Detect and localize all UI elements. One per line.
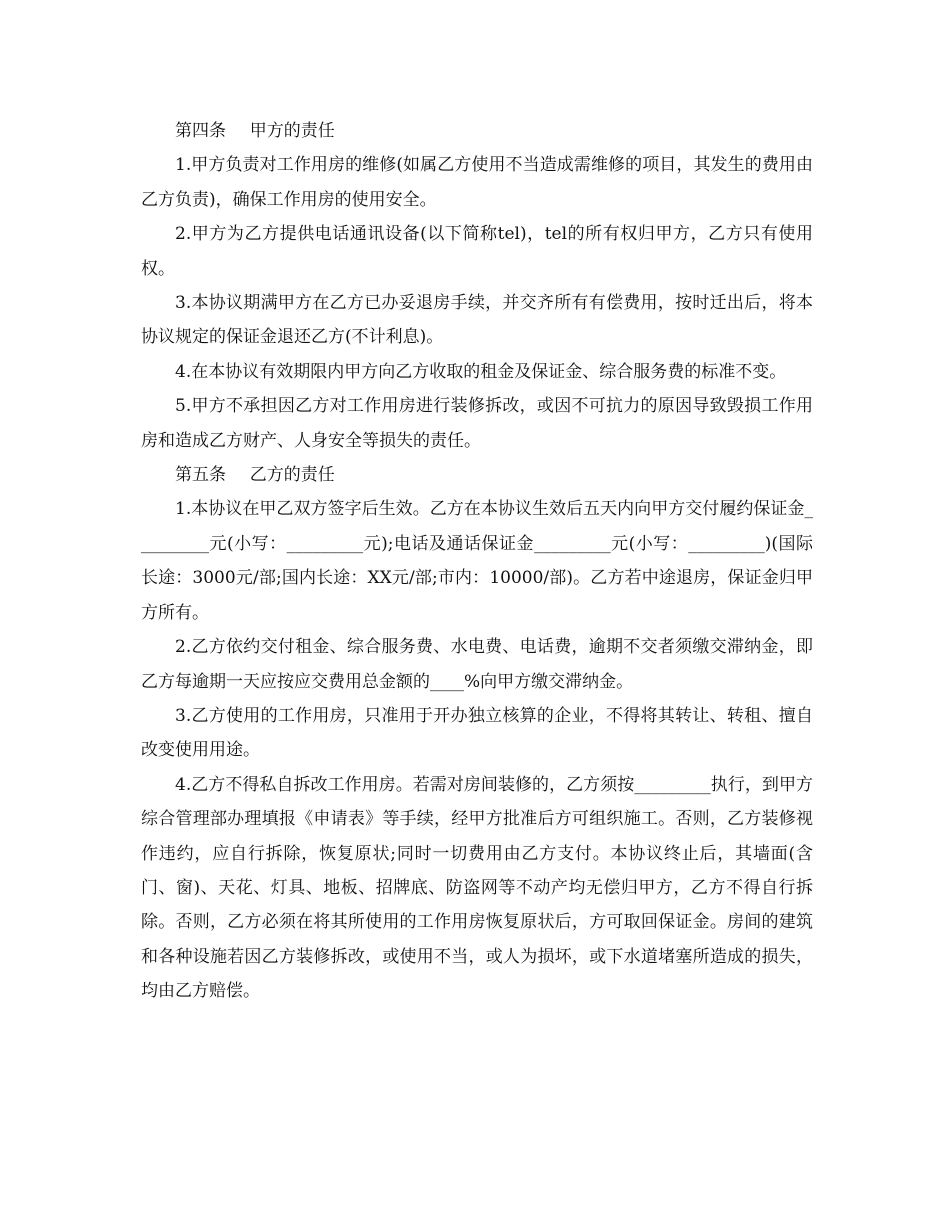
article-4-heading	[141, 114, 813, 148]
article-4-number: 第四条	[175, 121, 226, 141]
article-5-number: 第五条	[175, 465, 226, 486]
article-5-heading	[141, 458, 813, 492]
article-4-title: 甲方的责任	[249, 121, 335, 141]
article-4-clause-5: 5.甲方不承担因乙方对工作用房进行装修拆改，或因不可抗力的原因导致毁损工作用房和造成乙方财产、人身安全等损失的责任。	[141, 396, 813, 451]
article-5-clause-3: 3.乙方使用的工作用房，只准用于开办独立核算的企业，不得将其转让、转租、擅自改变使用用途。	[141, 705, 813, 761]
document-page	[141, 114, 813, 1009]
article-5-clause-4: 4.乙方不得私自拆改工作用房。若需对房间装修的，乙方须按_________执行，到甲方综合管理部办理填报《申请表》等手续，经甲方批准后方可组织施工。否则，乙方装修视作违约，应自行拆除，恢复原状;同时一切费用由乙方支付。本协议终止后，其墙面(含门、窗)、天花、灯具、地板、招牌底、防盗网等不动产均无偿归甲方，乙方不得自行拆除。否则，乙方必须在将其所使用的工作用房恢复原状后，方可取回保证金。房间的建筑和各种设施若因乙方装修拆改，或使用不当，或人为损坏，或下水道堵塞所造成的损失，均由乙方赔偿。	[141, 774, 813, 1002]
article-4-clause-2: 2.甲方为乙方提供电话通讯设备(以下简称tel)，tel的所有权归甲方，乙方只有使用权。	[141, 224, 813, 279]
article-4-clause-3: 3.本协议期满甲方在乙方已办妥退房手续，并交齐所有有偿费用，按时迁出后，将本协议规定的保证金退还乙方(不计利息)。	[141, 293, 813, 348]
article-4-clause-1: 1.甲方负责对工作用房的维修(如属乙方使用不当造成需维修的项目，其发生的费用由乙方负责)，确保工作用房的使用安全。	[141, 155, 813, 210]
article-5-clause-1: 1.本协议在甲乙双方签字后生效。乙方在本协议生效后五天内向甲方交付履约保证金_________元(小写：_________元);电话及通话保证金_________元(小写：_________)(国际长途：3000元/部;国内长途：XX元/部;市内：10000/部)。乙方若中途退房，保证金归甲方所有。	[141, 499, 813, 623]
article-4-clause-4: 4.在本协议有效期限内甲方向乙方收取的租金及保证金、综合服务费的标准不变。	[175, 361, 787, 382]
article-5-clause-2: 2.乙方依约交付租金、综合服务费、水电费、电话费，逾期不交者须缴交滞纳金，即乙方每逾期一天应按应交费用总金额的____%向甲方缴交滞纳金。	[141, 637, 813, 692]
article-5-title: 乙方的责任	[249, 465, 335, 486]
